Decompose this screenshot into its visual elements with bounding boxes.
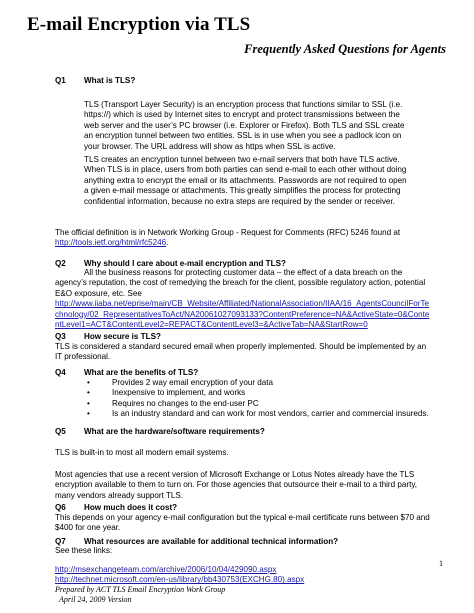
bullet-icon: •	[87, 398, 90, 408]
q5-question: What are the hardware/software requirements?	[84, 427, 265, 436]
q7-links	[55, 565, 304, 586]
q3-question: How secure is TLS?	[84, 332, 161, 341]
iiaba-link[interactable]: http://www.iiaba.net/eprise/main/CB_Website/Affiliated/NationalAssociation/IIAA/16_AgentsCouncilForTe chnology/02_RepresentativesToAct/NA20061027093133?ContentPreference=NA&ActiveState=0&Conte ntLevel1=ACT&ContentLevel2=REPACT&ContentLevel3=&ActiveTab=NA&StartRow=0	[55, 299, 430, 330]
list-item: • Requires no changes to the end-user PC	[87, 398, 259, 408]
rfc-note: The official definition is in Network Working Group - Request for Comments (RFC) 5246 found at http://tools.ietf.org/html/rfc5246.	[55, 228, 401, 248]
q2-question: Why should I care about e-mail encryption and TLS?	[84, 259, 286, 268]
q6-answer: This depends on your agency e-mail configuration but the typical e-mail certificate runs between $70 and $400 for one year.	[55, 513, 430, 533]
q5-answer-1: TLS is built-in to most all modern email systems.	[55, 448, 229, 457]
q5-answer-2: Most agencies that use a recent version of Microsoft Exchange or Lotus Notes already have the TLS encryption available to them to turn on. For those agencies that outsource their e-mail to a third party, many vendors already support TLS.	[55, 470, 418, 500]
document-title: E-mail Encryption via TLS	[27, 14, 251, 35]
q6-question: How much does it cost?	[84, 503, 178, 512]
list-item: • Inexpensive to implement, and works	[87, 388, 246, 398]
q3-answer: TLS is considered a standard secured email when properly implemented. Should be implemented by an IT professional.	[55, 342, 427, 362]
q4-number: Q4	[55, 368, 66, 377]
bullet-icon: •	[87, 409, 90, 419]
q1-number: Q1	[55, 76, 66, 85]
q2-number: Q2	[55, 259, 66, 268]
q2-answer: All the business reasons for protecting customer data – the effect of a data breach on the agency’s reputation, the cost of remedying the breach for the client, possible regulatory action, potential E&O exposure, etc. See http://www.iiaba.net/eprise/main/CB_Website/Affiliated/NationalAssociation/IIAA/16_AgentsCouncilForTe chnology/02_RepresentativesToAct/NA20061027093133?ContentPreference=NA&ActiveState=0&Conte ntLevel1=ACT&ContentLevel2=REPACT&ContentLevel3=&ActiveTab=NA&StartRow=0	[55, 268, 430, 330]
msexchange-link[interactable]: http://msexchangeteam.com/archive/2006/10/04/429090.aspx	[55, 565, 277, 574]
q4-question: What are the benefits of TLS?	[84, 368, 199, 377]
bullet-icon: •	[87, 378, 90, 387]
list-item: • Provides 2 way email encryption of your data	[87, 378, 274, 387]
page-number: 1	[439, 559, 443, 568]
bullet-icon: •	[87, 388, 90, 398]
q7-intro: See these links:	[55, 546, 113, 555]
page-footer: Prepared by ACT TLS Email Encryption Work Group April 24, 2009 Version	[55, 585, 226, 604]
list-item: • Is an industry standard and can work for most vendors, carrier and commercial insureds.	[87, 409, 429, 419]
q1-paragraph-1: TLS (Transport Layer Security) is an encryption process that functions similar to SSL (i.e. https://) which is used by Internet sites to encrypt and protect transmissions between the web server and the user’s PC browser (i.e. Explorer or Firefox). Both TLS and SSL create an encryption tunnel between two entities. SSL is in use when you see a padlock icon on your browser. The URL address will show as https when SSL is active.	[84, 100, 405, 151]
q1-paragraph-2: TLS creates an encryption tunnel between two e-mail servers that both have TLS active. When TLS is in place, users from both parties can send e-mail to each other without doing anything extra to encrypt the email or its attachments. Passwords are not required to open a given e-mail message or attachments. This greatly simplifies the process for protecting confidential information, because no extra steps are required by the sender or receiver.	[84, 155, 407, 206]
rfc-link[interactable]: http://tools.ietf.org/html/rfc5246	[55, 238, 167, 248]
q7-number: Q7	[55, 537, 66, 546]
technet-link[interactable]: http://technet.microsoft.com/en-us/library/bb430753(EXCHG.80).aspx	[55, 575, 305, 585]
q1-question: What is TLS?	[84, 76, 136, 85]
benefits-list	[84, 378, 429, 420]
q3-number: Q3	[55, 332, 66, 341]
q7-question: What resources are available for additional technical information?	[84, 537, 339, 546]
document-subtitle: Frequently Asked Questions for Agents	[244, 42, 446, 56]
q5-number: Q5	[55, 427, 66, 436]
q6-number: Q6	[55, 503, 66, 512]
